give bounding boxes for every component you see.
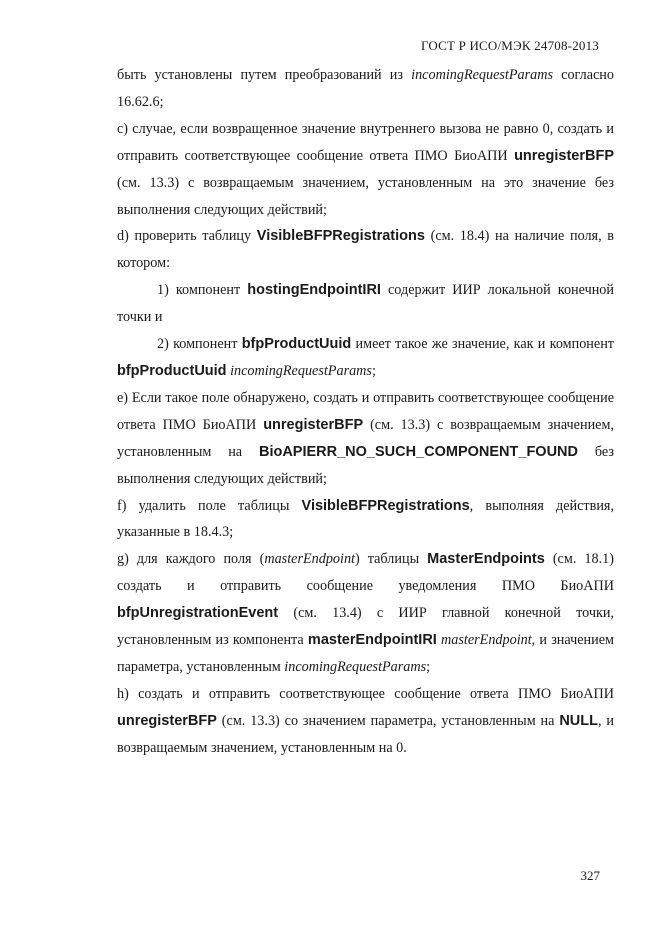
page-number: 327 (580, 868, 600, 883)
paragraph-item-e: e) Если такое поле обнаружено, создать и отправить соответствующее сообщение ответа ПМО БиоАПИ unregisterBFP (см. 13.3) с возвращаемым значением, установленным на BioAPIERR_NO_SUCH_COMPONENT_FOUND без выполнения следующих действий; (117, 389, 614, 487)
paragraph-continuation: быть установлены путем преобразований из incomingRequestParams согласно 16.62.6; (117, 67, 614, 110)
paragraph-item-h: h) создать и отправить соответствующее сообщение ответа ПМО БиоАПИ unregisterBFP (см. 13.3) со значением параметра, установленным на NULL, и возвращаемым значением, установленным на 0. (117, 685, 614, 756)
paragraph-item-d2: 2) компонент bfpProductUuid имеет такое же значение, как и компонент bfpProductUuid incomingRequestParams; (117, 336, 614, 379)
document-header: ГОСТ Р ИСО/МЭК 24708-2013 (420, 38, 599, 53)
paragraph-item-g: g) для каждого поля (masterEndpoint) таблицы MasterEndpoints (см. 18.1) создать и отправить сообщение уведомления ПМО БиоАПИ bfpUnregistrationEvent (см. 13.4) с ИИР главной конечной точки, установленным из компонента masterEndpointIRI masterEndpoint, и значением параметра, установленным incomingRequestParams; (117, 551, 615, 675)
paragraph-item-d1: 1) компонент hostingEndpointIRI содержит ИИР локальной конечной точки и (117, 282, 614, 326)
paragraph-item-c: c) случае, если возвращенное значение внутреннего вызова не равно 0, создать и отправить соответствующее сообщение ответа ПМО БиоАПИ unregisterBFP (см. 13.3) с возвращаемым значением, установленным на это значение без выполнения следующих действий; (117, 120, 614, 218)
paragraph-item-f: f) удалить поле таблицы VisibleBFPRegistrations, выполняя действия, указанные в 18.4.3; (117, 497, 614, 541)
document-body (117, 62, 614, 762)
paragraph-item-d: d) проверить таблицу VisibleBFPRegistrations (см. 18.4) на наличие поля, в котором: (117, 228, 614, 272)
